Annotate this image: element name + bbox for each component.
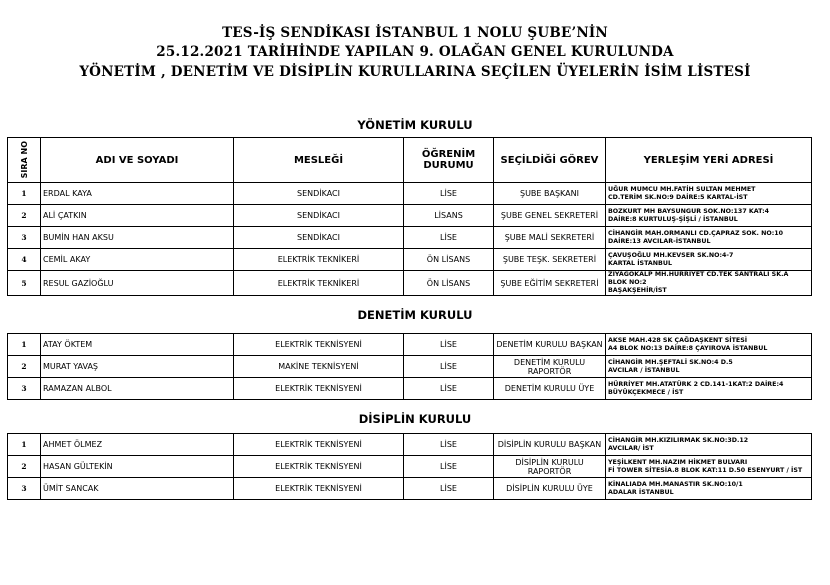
header-job: MESLEĞİ <box>234 138 404 183</box>
table-row <box>8 378 812 400</box>
member-address <box>606 334 812 356</box>
section-title-disiplin: DİSİPLİN KURULU <box>358 412 472 426</box>
section-title-denetim: DENETİM KURULU <box>357 308 473 322</box>
member-job: ELEKTRİK TEKNİSYENİ <box>234 478 404 500</box>
member-role: DENETİM KURULU BAŞKAN <box>494 334 606 356</box>
member-name: RESUL GAZİOĞLU <box>41 271 234 296</box>
table-row <box>8 334 812 356</box>
member-job: ELEKTRİK TEKNİSYENİ <box>234 434 404 456</box>
address-line: BAŞAKŞEHİR/İST <box>608 287 667 294</box>
member-education: ÖN LİSANS <box>404 271 494 296</box>
member-job: MAKİNE TEKNİSYENİ <box>234 356 404 378</box>
member-education: LİSE <box>404 356 494 378</box>
address-line: CİHANGİR MH.KIZILIRMAK SK.NO:3D.12 <box>608 436 749 444</box>
member-role: DİSİPLİN KURULU ÜYE <box>494 478 606 500</box>
member-address <box>606 183 812 205</box>
member-name: HASAN GÜLTEKİN <box>41 456 234 478</box>
table-row <box>8 183 812 205</box>
table-row <box>8 356 812 378</box>
member-name: ATAY ÖKTEM <box>41 334 234 356</box>
member-address <box>606 378 812 400</box>
address-line: ADALAR İSTANBUL <box>608 488 674 496</box>
address-line: AVCILAR/ İST <box>608 444 654 452</box>
address-line: BOZKURT MH BAYSUNGUR SOK.NO:137 KAT:4 <box>608 207 770 215</box>
member-education: LİSE <box>404 183 494 205</box>
address-line: AVCILAR / İSTANBUL <box>608 366 680 374</box>
member-address <box>606 249 812 271</box>
member-job: ELEKTRİK TEKNİSYENİ <box>234 456 404 478</box>
member-education: LİSE <box>404 334 494 356</box>
member-address <box>606 205 812 227</box>
member-role: DENETİM KURULU RAPORTÖR <box>494 356 606 378</box>
member-address <box>606 478 812 500</box>
table-row <box>8 271 812 296</box>
address-line: Fİ TOWER SİTESİA.8 BLOK KAT:11 D.50 ESENYURT / İST <box>608 466 803 474</box>
row-number: 2 <box>8 356 41 378</box>
table-row <box>8 249 812 271</box>
member-role: ŞUBE TEŞK. SEKRETERİ <box>494 249 606 271</box>
row-number: 5 <box>8 271 41 296</box>
address-line: AKSE MAH.428 SK ÇAĞDAŞKENT SİTESİ <box>608 336 748 344</box>
row-number: 2 <box>8 456 41 478</box>
member-education: LİSE <box>404 434 494 456</box>
address-line: CD.TERİM SK.NO:9 DAİRE:5 KARTAL-İST <box>608 193 748 201</box>
denetim-table <box>7 333 812 400</box>
member-address <box>606 356 812 378</box>
header-name: ADI VE SOYADI <box>41 138 234 183</box>
row-number: 2 <box>8 205 41 227</box>
row-number: 1 <box>8 334 41 356</box>
doc-title-line-3: YÖNETİM , DENETİM VE DİSİPLİN KURULLARINA SEÇİLEN ÜYELERİN İSİM LİSTESİ <box>79 64 751 80</box>
member-address <box>606 434 812 456</box>
address-line: DAİRE:13 AVCILAR-İSTANBUL <box>608 237 711 245</box>
table-row <box>8 205 812 227</box>
table-row <box>8 227 812 249</box>
member-address <box>606 271 812 296</box>
member-name: RAMAZAN ALBOL <box>41 378 234 400</box>
member-job: ELEKTRİK TEKNİKERİ <box>234 249 404 271</box>
section-title-yonetim: YÖNETİM KURULU <box>357 118 473 132</box>
address-line: CİHANGİR MAH.ORMANLI CD.ÇAPRAZ SOK. NO:10 <box>608 229 783 237</box>
address-line: HÜRRİYET MH.ATATÜRK 2 CD.141-1KAT:2 DAİRE:4 <box>608 380 784 388</box>
member-job: ELEKTRİK TEKNİSYENİ <box>234 334 404 356</box>
doc-title-line-1: TES-İŞ SENDİKASI İSTANBUL 1 NOLU ŞUBE’NİN <box>222 25 608 41</box>
member-education: LİSE <box>404 478 494 500</box>
member-job: ELEKTRİK TEKNİSYENİ <box>234 378 404 400</box>
member-name: BUMİN HAN AKSU <box>41 227 234 249</box>
header-edu: ÖĞRENİM DURUMU <box>404 138 494 183</box>
address-line: KİNALIADA MH.MANASTIR SK.NO:10/1 <box>608 480 743 488</box>
member-role: ŞUBE EĞİTİM SEKRETERİ <box>494 271 606 296</box>
member-name: CEMİL AKAY <box>41 249 234 271</box>
member-education: ÖN LİSANS <box>404 249 494 271</box>
table-row <box>8 456 812 478</box>
member-role: DİSİPLİN KURULU RAPORTÖR <box>494 456 606 478</box>
header-role: SEÇİLDİĞİ GÖREV <box>494 138 606 183</box>
member-education: LİSE <box>404 378 494 400</box>
member-job: SENDİKACI <box>234 183 404 205</box>
address-line: YEŞİLKENT MH.NAZIM HİKMET BULVARI <box>608 458 748 466</box>
address-line: BÜYÜKÇEKMECE / İST <box>608 388 684 396</box>
member-education: LİSE <box>404 456 494 478</box>
row-number: 3 <box>8 227 41 249</box>
member-role: DİSİPLİN KURULU BAŞKAN <box>494 434 606 456</box>
address-line: DAİRE:8 KURTULUŞ-ŞİŞLİ / İSTANBUL <box>608 215 738 223</box>
row-number: 4 <box>8 249 41 271</box>
header-sira-label: SIRA NO <box>19 141 29 179</box>
row-number: 1 <box>8 183 41 205</box>
member-name: ALİ ÇATKIN <box>41 205 234 227</box>
member-address <box>606 456 812 478</box>
yonetim-table <box>7 137 812 296</box>
member-role: ŞUBE MALİ SEKRETERİ <box>494 227 606 249</box>
row-number: 3 <box>8 478 41 500</box>
address-line: ÇAVUŞOĞLU MH.KEVSER SK.NO:4-7 <box>608 251 734 259</box>
member-role: ŞUBE GENEL SEKRETERİ <box>494 205 606 227</box>
member-name: ERDAL KAYA <box>41 183 234 205</box>
table-row <box>8 434 812 456</box>
header-sira <box>8 138 41 183</box>
row-number: 1 <box>8 434 41 456</box>
member-education: LİSANS <box>404 205 494 227</box>
member-education: LİSE <box>404 227 494 249</box>
row-number: 3 <box>8 378 41 400</box>
doc-title-line-2: 25.12.2021 TARİHİNDE YAPILAN 9. OLAĞAN GENEL KURULUNDA <box>156 44 674 60</box>
address-line: CİHANGİR MH.ŞEFTALİ SK.NO:4 D.5 <box>608 358 733 366</box>
header-addr: YERLEŞİM YERİ ADRESİ <box>606 138 812 183</box>
table-row <box>8 478 812 500</box>
address-line: A4 BLOK NO:13 DAİRE:8 ÇAYIROVA İSTANBUL <box>608 344 768 352</box>
member-name: MURAT YAVAŞ <box>41 356 234 378</box>
address-line: ZİYAGÖKALP MH.HÜRRİYET CD.TEK SANTRALİ SK.A BLOK NO:2 <box>608 271 789 286</box>
header-row <box>8 138 812 183</box>
member-job: SENDİKACI <box>234 227 404 249</box>
member-role: ŞUBE BAŞKANI <box>494 183 606 205</box>
address-line: KARTAL İSTANBUL <box>608 259 672 267</box>
disiplin-table <box>7 433 812 500</box>
member-job: SENDİKACI <box>234 205 404 227</box>
member-job: ELEKTRİK TEKNİKERİ <box>234 271 404 296</box>
member-role: DENETİM KURULU ÜYE <box>494 378 606 400</box>
member-name: AHMET ÖLMEZ <box>41 434 234 456</box>
address-line: UĞUR MUMCU MH.FATİH SULTAN MEHMET <box>608 185 756 193</box>
member-address <box>606 227 812 249</box>
member-name: ÜMİT SANCAK <box>41 478 234 500</box>
